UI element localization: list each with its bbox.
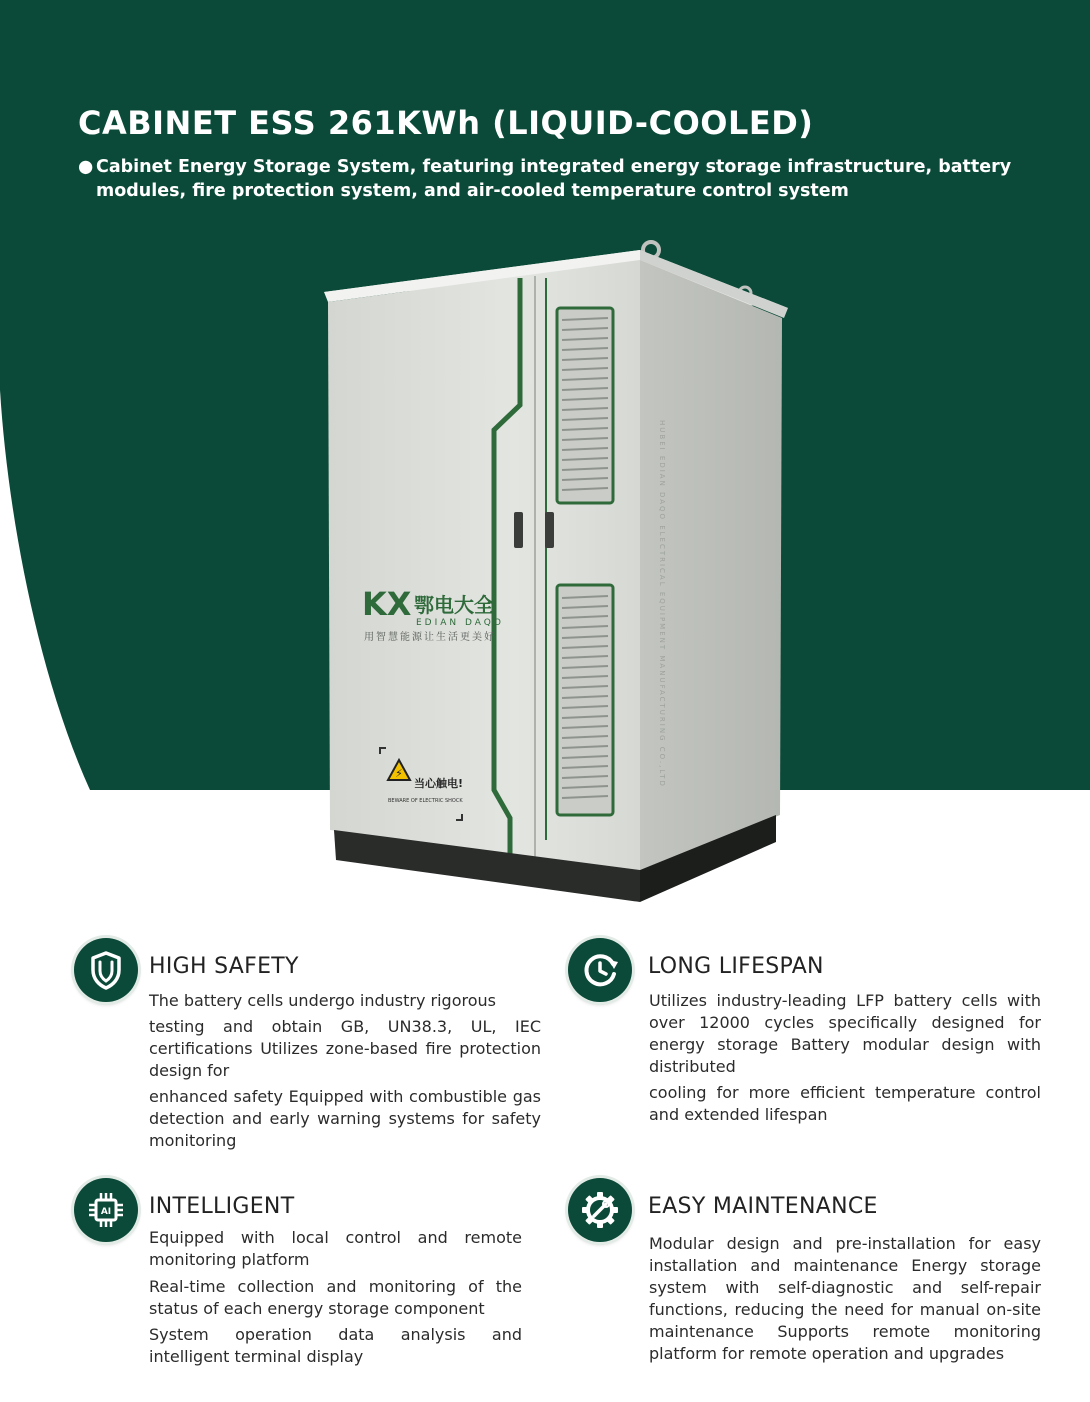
subtitle-text: Cabinet Energy Storage System, featuring integrated energy storage infrastructure, battery modules, fire protection system, and air-cooled temperature control system <box>96 157 1012 201</box>
warning-text-en: BEWARE OF ELECTRIC SHOCK <box>388 798 463 804</box>
feature-text: enhanced safety Equipped with combustible gas detection and early warning systems for safety monitoring <box>149 1087 541 1150</box>
feature-text: Real-time collection and monitoring of the status of each energy storage component <box>149 1277 522 1318</box>
ai-chip-icon <box>74 1178 138 1242</box>
feature-text: Equipped with local control and remote monitoring platform <box>149 1228 522 1269</box>
feature-title: INTELLIGENT <box>149 1194 295 1219</box>
feature-title: HIGH SAFETY <box>149 954 299 979</box>
clock-cycle-icon <box>568 938 632 1002</box>
svg-text:AI: AI <box>100 1207 112 1217</box>
door-handle <box>514 512 523 548</box>
brand-name-cn: 鄂电大全 <box>414 593 494 617</box>
feature-text: The battery cells undergo industry rigorous <box>149 991 496 1010</box>
feature-title: EASY MAINTENANCE <box>648 1194 878 1219</box>
brand-name-en: EDIAN DAQO <box>416 618 504 628</box>
warning-text-cn: 当心触电! <box>414 777 464 790</box>
feature-text: cooling for more efficient temperature control and extended lifespan <box>649 1083 1041 1124</box>
feature-text: System operation data analysis and intelligent terminal display <box>149 1325 522 1366</box>
brand-slogan: 用智慧能源让生活更美好 <box>364 632 496 643</box>
svg-text:⚡: ⚡ <box>395 767 403 780</box>
page-subtitle <box>78 155 1038 203</box>
feature-text: Utilizes industry-leading LFP battery cells with over 12000 cycles specifically designed for energy storage Battery modular design with distributed <box>649 991 1041 1076</box>
cabinet-illustration <box>310 230 830 910</box>
subtitle-bullet: ● <box>78 157 94 177</box>
gear-wrench-icon <box>568 1178 632 1242</box>
page-title: CABINET ESS 261KWh (LIQUID-COOLED) <box>78 104 814 142</box>
door-handle <box>545 512 554 548</box>
feature-title: LONG LIFESPAN <box>648 954 824 979</box>
feature-text: testing and obtain GB, UN38.3, UL, IEC certifications Utilizes zone-based fire protection design for <box>149 1017 541 1080</box>
side-manufacturer-text: HUBEI EDIAN DAQO ELECTRICAL EQUIPMENT MANUFACTURING CO.,LTD <box>658 420 666 788</box>
feature-text: Modular design and pre-installation for easy installation and maintenance Energy storage system with self-diagnostic and self-repair functions, reducing the need for manual on-site maintenance Supports remote monitoring platform for remote operation and upgrades <box>649 1234 1041 1363</box>
brand-logo: KX <box>362 585 412 623</box>
shield-icon <box>74 938 138 1002</box>
